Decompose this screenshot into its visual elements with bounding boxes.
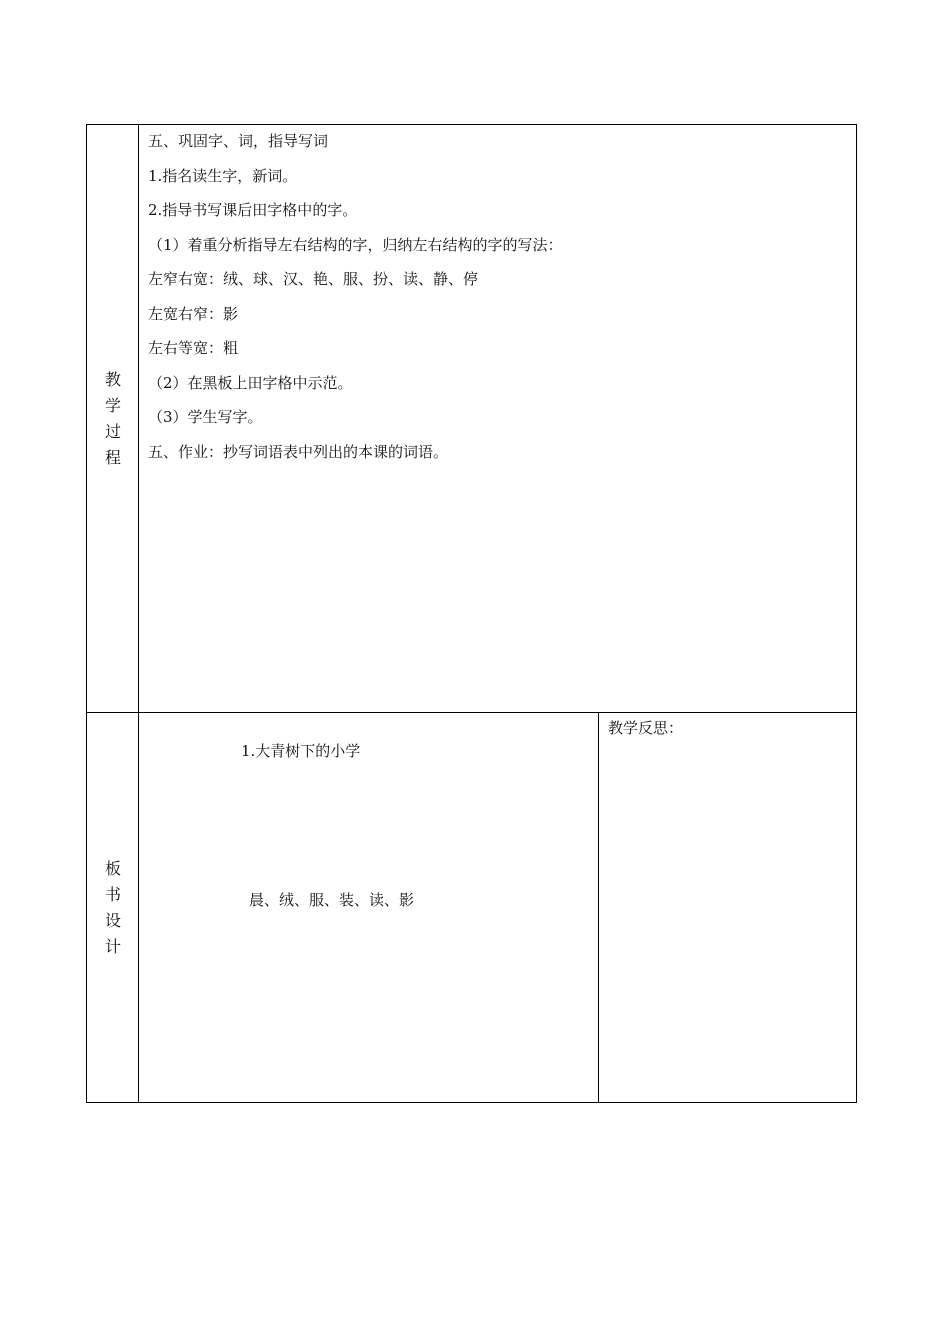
board-title: 1.大青树下的小学: [241, 742, 361, 760]
board-characters: 晨、绒、服、装、读、影: [249, 891, 415, 909]
board-label-char: 板: [104, 858, 121, 878]
process-label: [87, 125, 139, 712]
process-line: 1.指名读生字，新词。: [148, 166, 298, 185]
reflection-label: 教学反思：: [608, 719, 684, 737]
reflection-divider: [598, 712, 599, 1102]
process-line: 2.指导书写课后田字格中的字。: [148, 201, 358, 219]
process-label-char: 学: [104, 395, 121, 415]
board-label-char: 计: [104, 936, 121, 956]
process-label-char: 教: [104, 369, 121, 389]
board-label-char: 书: [104, 884, 121, 904]
process-line: 五、作业：抄写词语表中列出的本课的词语。: [148, 442, 449, 461]
process-line: 五、巩固字、词，指导写词: [148, 132, 329, 150]
process-line: 左窄右宽：绒、球、汉、艳、服、扮、读、静、停: [148, 270, 479, 288]
process-label-char: 程: [104, 447, 121, 467]
process-line: 左右等宽：粗: [148, 339, 239, 357]
lesson-plan-table: [86, 124, 857, 1103]
section-divider: [87, 712, 856, 713]
board-label-char: 设: [104, 910, 121, 930]
process-content: [148, 129, 848, 474]
process-line: （2）在黑板上田字格中示范。: [148, 373, 353, 392]
process-line: 左宽右窄：影: [148, 304, 239, 323]
process-line: （1）着重分析指导左右结构的字，归纳左右结构的字的写法：: [148, 235, 563, 254]
board-label: [87, 713, 139, 1102]
process-line: （3）学生写字。: [148, 408, 263, 426]
process-label-char: 过: [104, 421, 121, 441]
